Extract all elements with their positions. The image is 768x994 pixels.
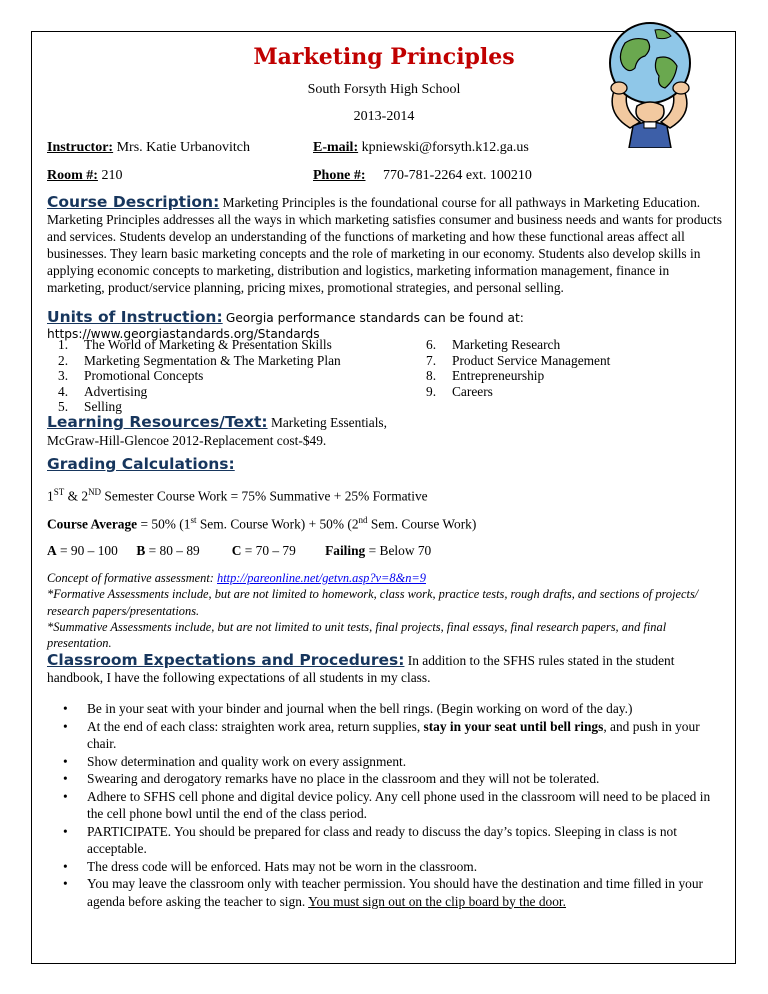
- list-item: • At the end of each class: straighten work area, return supplies, stay in your seat until bell rings, and push in your chair.: [63, 718, 700, 751]
- list-item: • You may leave the classroom only with teacher permission. You should have the destination and time filled in your agenda before asking the teacher to sign. You must sign out on the clip board by the door.: [63, 876, 703, 909]
- assessment-notes: [47, 570, 727, 651]
- list-item: 4. Advertising: [58, 383, 148, 399]
- room-label: Room #:: [47, 168, 98, 183]
- list-item: • The dress code will be enforced. Hats may not be worn in the classroom.: [63, 858, 478, 874]
- page-title: Marketing Principles: [253, 44, 515, 70]
- list-item: • Adhere to SFHS cell phone and digital device policy. Any cell phone used in the classroom will need to be placed in the cell phone bowl until the end of the class period.: [63, 788, 711, 821]
- expectations-heading: Classroom Expectations and Procedures:: [47, 651, 405, 669]
- email-label: E-mail:: [313, 140, 359, 155]
- phone-label: Phone #:: [313, 168, 366, 183]
- list-item: 7. Product Service Management: [426, 352, 611, 368]
- grading-heading: Grading Calculations:: [47, 455, 235, 473]
- expectations-intro-block: [47, 652, 727, 686]
- grade-scale: A = 90 – 100 B = 80 – 89 C = 70 – 79 Failing = Below 70: [47, 543, 432, 558]
- list-item: 9. Careers: [426, 383, 493, 399]
- course-average-label: Course Average: [47, 516, 138, 532]
- list-item: • PARTICIPATE. You should be prepared for class and ready to discuss the day’s topics. Sleeping in class is not acceptable.: [63, 823, 677, 856]
- course-description: [47, 194, 727, 296]
- expectations-intro: In addition to the SFHS rules stated in the student handbook, I have the following expectations of all students in my class.: [47, 653, 675, 685]
- concept-line: Concept of formative assessment: http://pareonline.net/getvn.asp?v=8&n=9: [47, 571, 426, 585]
- list-item: • Show determination and quality work on every assignment.: [63, 753, 407, 769]
- list-item: 3. Promotional Concepts: [58, 368, 204, 383]
- resources-heading: Learning Resources/Text:: [47, 413, 268, 431]
- course-description-lead: Marketing Principles is the foundational course for all pathways in Marketing Education.: [222, 195, 701, 210]
- school-name: South Forsyth High School: [307, 82, 461, 97]
- course-description-heading: Course Description:: [47, 193, 220, 211]
- phone-value: 770-781-2264 ext. 100210: [383, 168, 532, 183]
- list-item: 8. Entrepreneurship: [426, 368, 545, 383]
- list-item: • Be in your seat with your binder and journal when the bell rings. (Begin working on word of the day.): [63, 701, 633, 716]
- units-list-right: [426, 337, 610, 399]
- phone-row: [313, 168, 532, 184]
- list-item: • Swearing and derogatory remarks have no place in the classroom and they will not be tolerated.: [63, 771, 600, 786]
- resources-line2: McGraw-Hill-Glencoe 2012-Replacement cost-$49.: [47, 433, 327, 448]
- semester-line: 1ST & 2ND Semester Course Work = 75% Summative + 25% Formative: [47, 487, 428, 504]
- instructor-label: Instructor:: [47, 140, 114, 155]
- units-note: Georgia performance standards can be found at: https://www.georgiastandards.org/Standards: [47, 311, 524, 341]
- room-value: 210: [101, 168, 123, 183]
- school-year: 2013-2014: [353, 109, 415, 124]
- room-row: [47, 168, 122, 184]
- list-item: 5. Selling: [58, 399, 122, 414]
- list-item: 1. The World of Marketing & Presentation Skills: [58, 337, 332, 352]
- resources-row: [47, 414, 387, 431]
- expectations-list: [47, 700, 727, 910]
- course-description-body: Marketing Principles addresses all the ways in which marketing satisfies consumer and business needs and wants for products and services. Students develop an understanding of the functions of marketing and how these functional areas affect all businesses. They learn basic marketing concepts and the role of marketing in our economy. Students also develop skills in applying economic concepts to marketing, distribution and logistics, marketing information management, finance in marketing, product/service planning, pricing mixes, promotional strategies, and personal selling.: [47, 212, 722, 295]
- units-list-left: [58, 337, 341, 415]
- list-item: 6. Marketing Research: [426, 337, 561, 352]
- email-value: kpniewski@forsyth.k12.ga.us: [361, 140, 529, 155]
- instructor-row: [47, 140, 250, 156]
- list-item: 2. Marketing Segmentation & The Marketing Plan: [58, 352, 341, 368]
- concept-link[interactable]: http://pareonline.net/getvn.asp?v=8&n=9: [217, 571, 426, 585]
- summative-note: *Summative Assessments include, but are not limited to unit tests, final projects, final essays, final research papers, and final presentation.: [47, 619, 667, 651]
- instructor-value: Mrs. Katie Urbanovitch: [116, 140, 250, 155]
- email-row: [313, 140, 529, 156]
- resources-line1: Marketing Essentials,: [270, 415, 387, 430]
- units-heading: Units of Instruction:: [47, 308, 223, 326]
- course-average-line: Course Average = 50% (1st Sem. Course Work) + 50% (2nd Sem. Course Work): [47, 515, 477, 532]
- formative-note: *Formative Assessments include, but are not limited to homework, class work, practice tests, rough drafts, and sections of projects/ research papers/presentations.: [47, 587, 699, 618]
